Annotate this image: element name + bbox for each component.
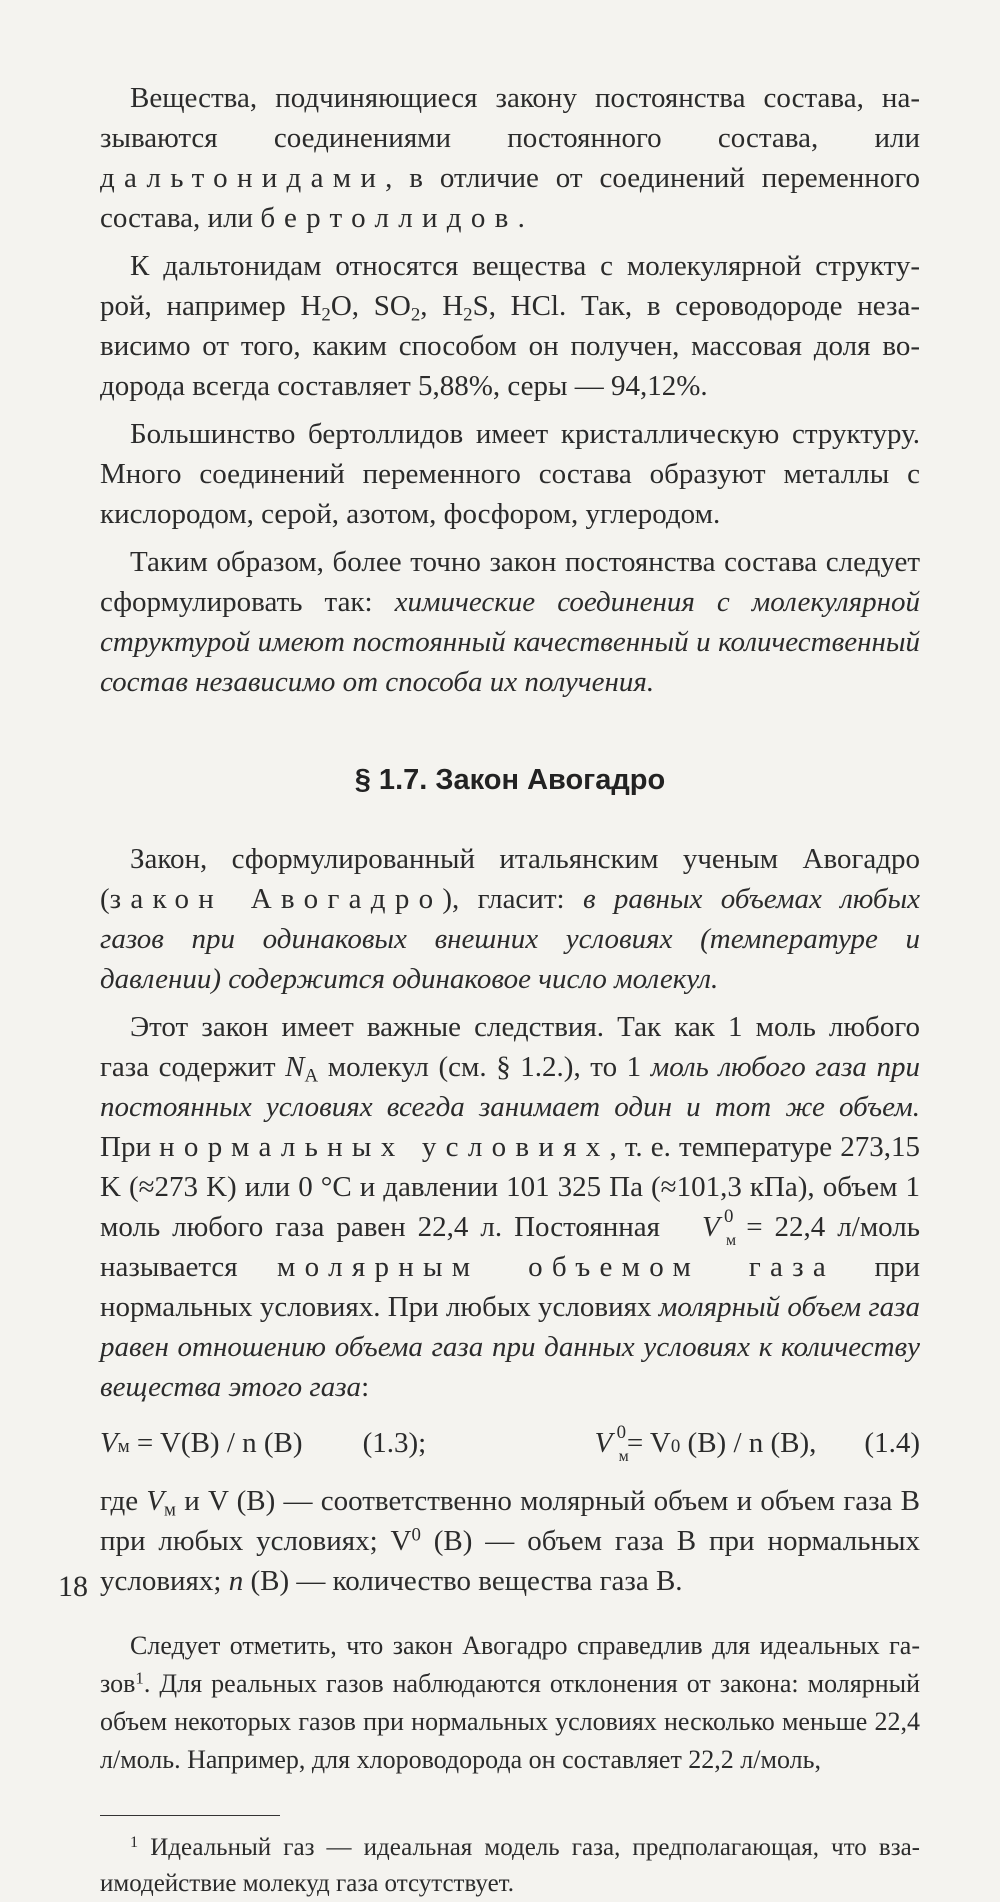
- footnote: $^1$ Идеальный газ — идеальная модель газа, предполагающая, что взаимодействие молекуд газа отсутствует.: [100, 1832, 920, 1897]
- formula-1-3: V м = V(B) / n (B) (1.3);: [100, 1423, 426, 1463]
- formula-1-4: V 0 м = V 0 (B) / n (B), (1.4): [594, 1422, 920, 1465]
- term-molar-volume: молярным объемом газа: [277, 1251, 836, 1283]
- page-content: [100, 78, 920, 1902]
- term-daltonides: дальтонидами: [100, 162, 386, 194]
- small-print-block: [100, 1627, 920, 1779]
- footnote-number: 1: [130, 1832, 139, 1851]
- law-statement: химические соединения с молекулярной структурой имеют постоянный качественный и количественный состав независимо от способа их получения.: [100, 586, 920, 698]
- paragraph-8: Следует отметить, что закон Авогадро справедлив для идеальных газов$^1$. Для реальных газов наблюдаются отклонения от закона: молярный объем некоторых газов при нормальных условиях несколько меньше 22,4 л/моль. Например, для хлороводорода он составляет 22,2 л/моль,: [100, 1631, 920, 1774]
- paragraph-2: К дальтонидам относятся вещества с молекулярной структурой, например $H_2O$, $SO_2$, $H_2S$, HCl. Так, в сероводороде независимо от того, каким способом он получен, массовая доля водорода всегда составляет 5,88%, серы — 94,12%.: [100, 250, 921, 402]
- term-normal-conditions: нормальных условиях: [159, 1131, 610, 1163]
- molar-volume-symbol: V 0 м: [701, 1206, 737, 1249]
- page-number: 18: [58, 1570, 88, 1603]
- avogadro-statement: в равных объемах любых газов при одинаковых внешних условиях (температуре и давлении) содержится одинаковое число молекул.: [100, 883, 920, 995]
- paragraph-3: Большинство бертоллидов имеет кристаллическую структуру. Много соединений переменного состава образуют металлы с кислородом, серой, азотом, фосфором, углеродом.: [100, 418, 920, 530]
- footnote-ref: 1: [135, 1668, 144, 1688]
- paragraph-6: Этот закон имеет важные следствия. Так как 1 моль любого газа содержит $N_A$ молекул (см. § 1.2.), то 1 моль любого газа при постоянных условиях всегда занимает один и тот же объем. При нормальных условиях, т. е. температуре 273,15 K (≈273 K) или 0 °C и давлении 101 325 Па (≈101,3 кПа), объем 1 моль любого газа равен 22,4 л. Постоянная V 0 м = 22,4 л/моль называется молярным объемом газа при нормальных условиях. При любых условиях молярный объем газа равен отношению объема газа при данных условиях к количеству вещества этого газа:: [100, 1011, 921, 1403]
- footnote-divider: [100, 1815, 280, 1816]
- paragraph-4: Таким образом, более точно закон постоянства состава следует сформулировать так: химические соединения с молекулярной структурой имеют постоянный качественный и количественный состав независимо от способа их получения.: [100, 546, 920, 698]
- section-heading: § 1.7. Закон Авогадро: [354, 764, 666, 796]
- paragraph-5: Закон, сформулированный итальянским ученым Авогадро (закон Авогадро), гласит: в равных объемах любых газов при одинаковых внешних условиях (температуре и давлении) содержится одинаковое число молекул.: [100, 843, 920, 995]
- term-avogadro-law: закон Авогадро: [109, 883, 443, 915]
- paragraph-1: Вещества, подчиняющиеся закону постоянства состава, называются соединениями постоянного состава, или дальтонидами, в отличие от соединений переменного состава, или бертоллидов.: [100, 82, 920, 234]
- equation-number-1-4: (1.4): [864, 1427, 920, 1459]
- formula-line: [100, 1423, 920, 1463]
- paragraph-7: где $V_м$ и V (B) — соответственно молярный объем и объем газа B при любых условиях; $V^0$ (B) — объем газа B при нормальных условиях; n (B) — количество вещества газа B.: [100, 1485, 921, 1597]
- term-berthollides: бертоллидов: [260, 202, 518, 234]
- equation-number-1-3: (1.3);: [362, 1427, 427, 1459]
